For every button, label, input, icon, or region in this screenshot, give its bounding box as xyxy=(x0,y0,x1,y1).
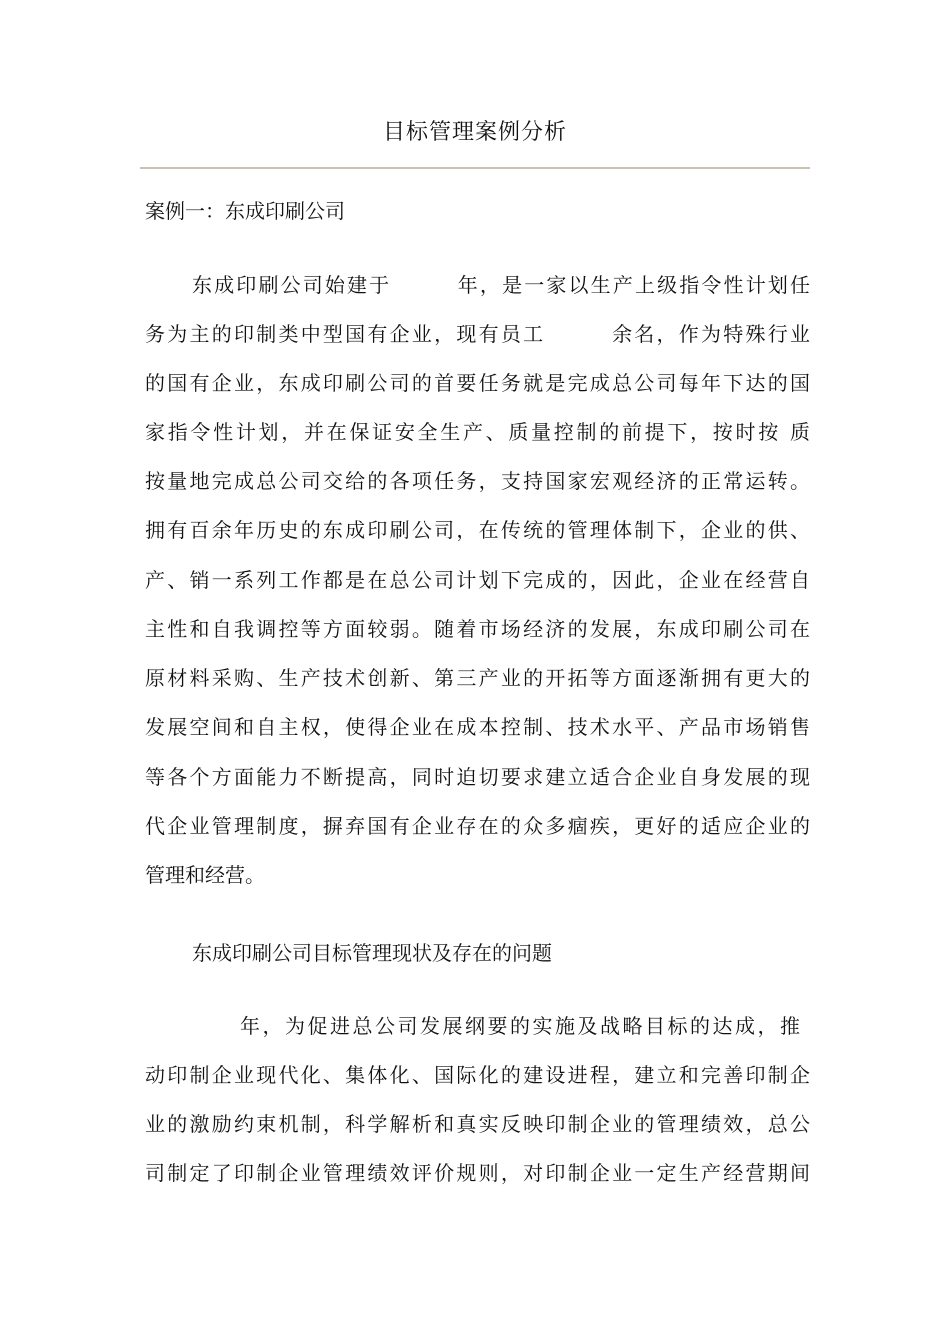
paragraph-2-line-3: 业的激励约束机制，科学解析和真实反映印制企业的管理绩效，总公 xyxy=(145,1112,810,1136)
paragraph-1-line-4: 家指令性计划，并在保证安全生产、质量控制的前提下，按时按 质 xyxy=(145,420,810,444)
paragraph-2-line-1: 年，为促进总公司发展纲要的实施及战略目标的达成，推 xyxy=(240,1014,800,1038)
paragraph-1-line-13: 管理和经营。 xyxy=(145,863,265,887)
paragraph-2-line-4: 司制定了印制企业管理绩效评价规则，对印制企业一定生产经营期间 xyxy=(145,1161,810,1185)
paragraph-1-line-7: 产、销一系列工作都是在总公司计划下完成的，因此，企业在经营自 xyxy=(145,568,810,592)
title-divider xyxy=(140,167,810,169)
paragraph-1-line-1: 东成印刷公司始建于 年，是一家以生产上级指令性计划任 xyxy=(192,273,810,297)
paragraph-2-line-2: 动印制企业现代化、集体化、国际化的建设进程，建立和完善印制企 xyxy=(145,1063,810,1087)
paragraph-1-line-12: 代企业管理制度，摒弃国有企业存在的众多痼疾，更好的适应企业的 xyxy=(145,814,810,838)
paragraph-1-line-5: 按量地完成总公司交给的各项任务，支持国家宏观经济的正常运转。 xyxy=(145,469,810,493)
paragraph-1-line-6: 拥有百余年历史的东成印刷公司，在传统的管理体制下，企业的供、 xyxy=(145,518,810,542)
document-title: 目标管理案例分析 xyxy=(382,120,567,145)
case-heading: 案例一：东成印刷公司 xyxy=(145,199,345,223)
paragraph-1-line-2: 务为主的印制类中型国有企业，现有员工 余名，作为特殊行业 xyxy=(145,322,810,346)
section-heading: 东成印刷公司目标管理现状及存在的问题 xyxy=(192,941,552,965)
paragraph-1-line-10: 发展空间和自主权，使得企业在成本控制、技术水平、产品市场销售 xyxy=(145,715,810,739)
paragraph-1-line-8: 主性和自我调控等方面较弱。随着市场经济的发展，东成印刷公司在 xyxy=(145,617,810,641)
paragraph-1-line-9: 原材料采购、生产技术创新、第三产业的开拓等方面逐渐拥有更大的 xyxy=(145,666,810,690)
paragraph-1-line-11: 等各个方面能力不断提高，同时迫切要求建立适合企业自身发展的现 xyxy=(145,765,810,789)
paragraph-1-line-3: 的国有企业，东成印刷公司的首要任务就是完成总公司每年下达的国 xyxy=(145,371,810,395)
